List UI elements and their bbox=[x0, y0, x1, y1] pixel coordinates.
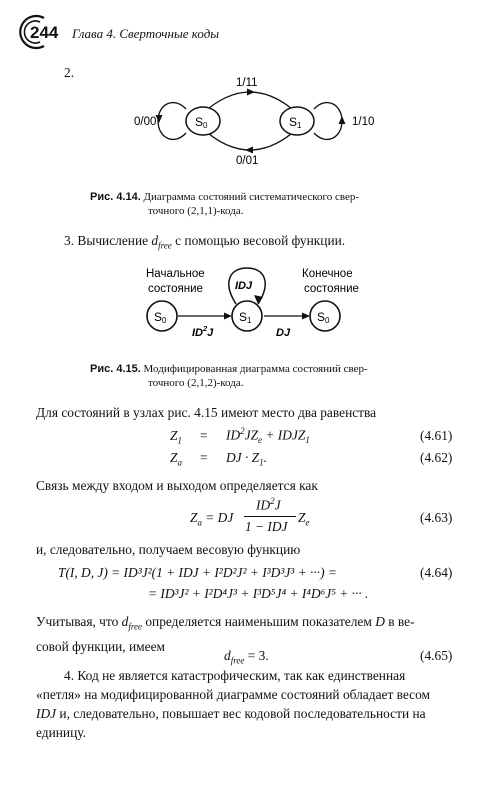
eq-4-62-rhs: DJ · $Z_1$. bbox=[226, 450, 267, 468]
end-label-1: Конечное bbox=[302, 268, 353, 280]
edge1-label: $ID^2J$ bbox=[192, 324, 214, 339]
paragraph-1: Для состояний в узлах рис. 4.15 имеют место два равенства bbox=[36, 405, 377, 420]
eq-4-63-numerator: $ID^2J$ bbox=[256, 496, 281, 513]
dfree: $d_{free}$ bbox=[151, 233, 172, 251]
eq-4-61-lhs: $Z_1$ bbox=[170, 428, 182, 446]
page-number: 244 bbox=[30, 23, 59, 42]
edge1-arrow bbox=[224, 313, 232, 320]
figure-4-15-caption bbox=[90, 362, 420, 390]
item-3-text-after: с помощью весовой функции. bbox=[171, 233, 346, 248]
eq-4-62-eq: = bbox=[200, 450, 208, 465]
arc-top bbox=[202, 92, 298, 114]
svg-text:S1: S1 bbox=[239, 310, 252, 325]
arc-bottom bbox=[202, 128, 298, 150]
eq-4-63-denominator: 1 − IDJ bbox=[245, 519, 288, 534]
loop-s0 bbox=[158, 103, 186, 140]
arrow-bottom bbox=[245, 147, 253, 154]
eq-4-62-lhs: $Z_a$ bbox=[170, 450, 182, 468]
end-label-2: состояние bbox=[304, 283, 359, 295]
arrow-top bbox=[247, 89, 255, 96]
figure-4-14-diagram bbox=[128, 76, 388, 174]
item-3 bbox=[64, 231, 345, 256]
caption-line-2: точного (2,1,1)-кода. bbox=[148, 205, 244, 217]
paragraph-3: и, следовательно, получаем весовую функцию bbox=[36, 542, 301, 557]
svg-text:S0: S0 bbox=[317, 310, 330, 325]
eq-4-64-line-2: = ID³J² + I²D⁴J³ + I³D⁵J⁴ + I⁴D⁶J⁵ + ··· . bbox=[148, 586, 369, 601]
item-4: 4. Код не является катастрофическим, так как единственная «петля» на модифицированной диаграмме состояний обладает весом IDJ и, следовательно, повышает вес кодовой последовательности на единицу. bbox=[36, 668, 431, 740]
fraction-bar bbox=[244, 516, 296, 517]
eq-4-61-number: (4.61) bbox=[420, 428, 453, 443]
caption-line-1: Модифицированная диаграмма состояний свер- bbox=[143, 363, 368, 375]
item-number-2: 2. bbox=[64, 65, 75, 80]
eq-4-62-number: (4.62) bbox=[420, 450, 453, 465]
paragraph-2: Связь между входом и выходом определяется как bbox=[36, 478, 318, 493]
eq-4-65: $d_{free} = 3$. bbox=[224, 648, 269, 666]
eq-4-61-rhs: $ID^2JZ_e$ + $IDJZ_1$ bbox=[226, 426, 310, 446]
eq-4-64-line-1: T(I, D, J) = ID³J²(1 + IDJ + I²D²J² + I³D³J³ + ···) = bbox=[58, 565, 337, 580]
item-3-text: 3. Вычисление bbox=[64, 233, 152, 248]
figure-4-15-diagram bbox=[130, 262, 380, 346]
state-s1-label: S1 bbox=[289, 115, 302, 130]
caption-label: Рис. 4.14. bbox=[90, 191, 141, 203]
caption-label: Рис. 4.15. bbox=[90, 363, 141, 375]
paragraph-4: Учитывая, что $d_{free}$ определяется наименьшим показателем D в ве- совой функции, имеем bbox=[36, 614, 415, 654]
start-label-1: Начальное bbox=[146, 268, 205, 280]
loop-s1 bbox=[314, 103, 342, 140]
eq-4-65-number: (4.65) bbox=[420, 648, 453, 663]
label-1-11: 1/11 bbox=[236, 77, 258, 89]
label-0-01: 0/01 bbox=[236, 155, 259, 167]
eq-4-63-lhs: $Z_a$ = DJ bbox=[190, 510, 234, 528]
eq-4-64-number: (4.64) bbox=[420, 565, 453, 580]
label-0-00: 0/00 bbox=[134, 116, 157, 128]
edge2-arrow bbox=[302, 313, 310, 320]
state-s0-label: S0 bbox=[195, 115, 208, 130]
caption-line-1: Диаграмма состояний систематического свер- bbox=[143, 191, 360, 203]
svg-text:S0: S0 bbox=[154, 310, 167, 325]
loop-s1-arrow bbox=[339, 116, 346, 124]
running-head: Глава 4. Сверточные коды bbox=[72, 26, 220, 41]
eq-4-63-number: (4.63) bbox=[420, 510, 453, 525]
caption-line-2: точного (2,1,2)-кода. bbox=[148, 377, 244, 389]
eq-4-61-eq: = bbox=[200, 428, 208, 443]
label-1-10: 1/10 bbox=[352, 116, 375, 128]
eq-4-63-z: $Z_e$ bbox=[298, 510, 310, 528]
start-label-2: состояние bbox=[148, 283, 203, 295]
loop-s0-arrow bbox=[156, 115, 163, 123]
loop-label: IDJ bbox=[235, 280, 253, 292]
edge2-label: DJ bbox=[276, 327, 291, 339]
figure-4-14-caption bbox=[90, 190, 420, 218]
